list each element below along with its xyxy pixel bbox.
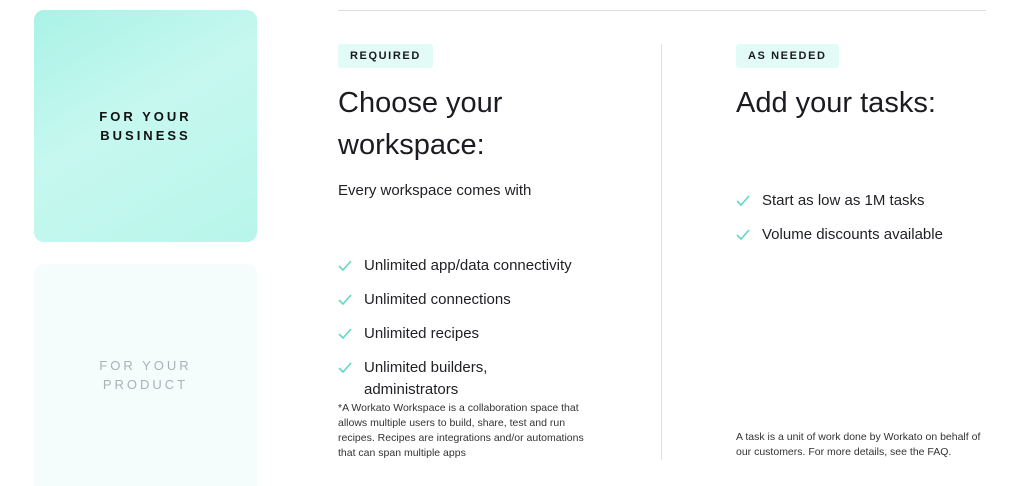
- check-icon: [338, 260, 352, 271]
- tab-business-label: [99, 107, 191, 145]
- tasks-heading: Add your tasks:: [736, 87, 936, 119]
- check-icon: [338, 294, 352, 305]
- column-divider: [661, 44, 662, 460]
- list-item: [736, 224, 996, 246]
- as-needed-badge: AS NEEDED: [736, 44, 839, 68]
- top-divider: [338, 10, 986, 11]
- list-item: [736, 190, 996, 212]
- list-item: [338, 357, 513, 401]
- tab-product-label-line1: FOR YOUR: [99, 358, 192, 373]
- workspace-heading: [338, 82, 598, 166]
- workspace-footnote: *A Workato Workspace is a collaboration space that allows multiple users to build, share, test and run recipes. Recipes are integrations and/or automations that can span multiple apps: [338, 402, 584, 459]
- tab-product-label-line2: PRODUCT: [102, 377, 189, 392]
- tab-business-label-line1: FOR YOUR: [99, 109, 192, 124]
- list-item: [338, 289, 638, 311]
- check-icon: [338, 362, 352, 373]
- tasks-footnote: A task is a unit of work done by Workato on behalf of our customers. For more details, see the FAQ.: [736, 431, 981, 458]
- check-icon: [736, 195, 750, 206]
- feature-label: Volume discounts available: [762, 226, 943, 243]
- feature-label: Start as low as 1M tasks: [762, 192, 925, 209]
- workspace-heading-line2: workspace:: [338, 129, 485, 161]
- required-badge: REQUIRED: [338, 44, 433, 68]
- feature-label: Unlimited builders, administrators: [364, 359, 488, 398]
- workspace-subtext: Every workspace comes with: [338, 182, 532, 199]
- feature-label: Unlimited connections: [364, 291, 511, 308]
- feature-label: Unlimited app/data connectivity: [364, 257, 572, 274]
- tab-for-your-product[interactable]: [34, 264, 257, 486]
- tab-business-label-line2: BUSINESS: [100, 128, 191, 143]
- list-item: [338, 255, 638, 277]
- tab-for-your-business[interactable]: [34, 10, 257, 242]
- check-icon: [338, 328, 352, 339]
- tab-product-label: [99, 356, 191, 394]
- tasks-feature-list: [736, 190, 996, 258]
- check-icon: [736, 229, 750, 240]
- workspace-feature-list: [338, 255, 638, 401]
- feature-label: Unlimited recipes: [364, 325, 480, 342]
- list-item: [338, 323, 638, 345]
- workspace-heading-line1: Choose your: [338, 87, 503, 119]
